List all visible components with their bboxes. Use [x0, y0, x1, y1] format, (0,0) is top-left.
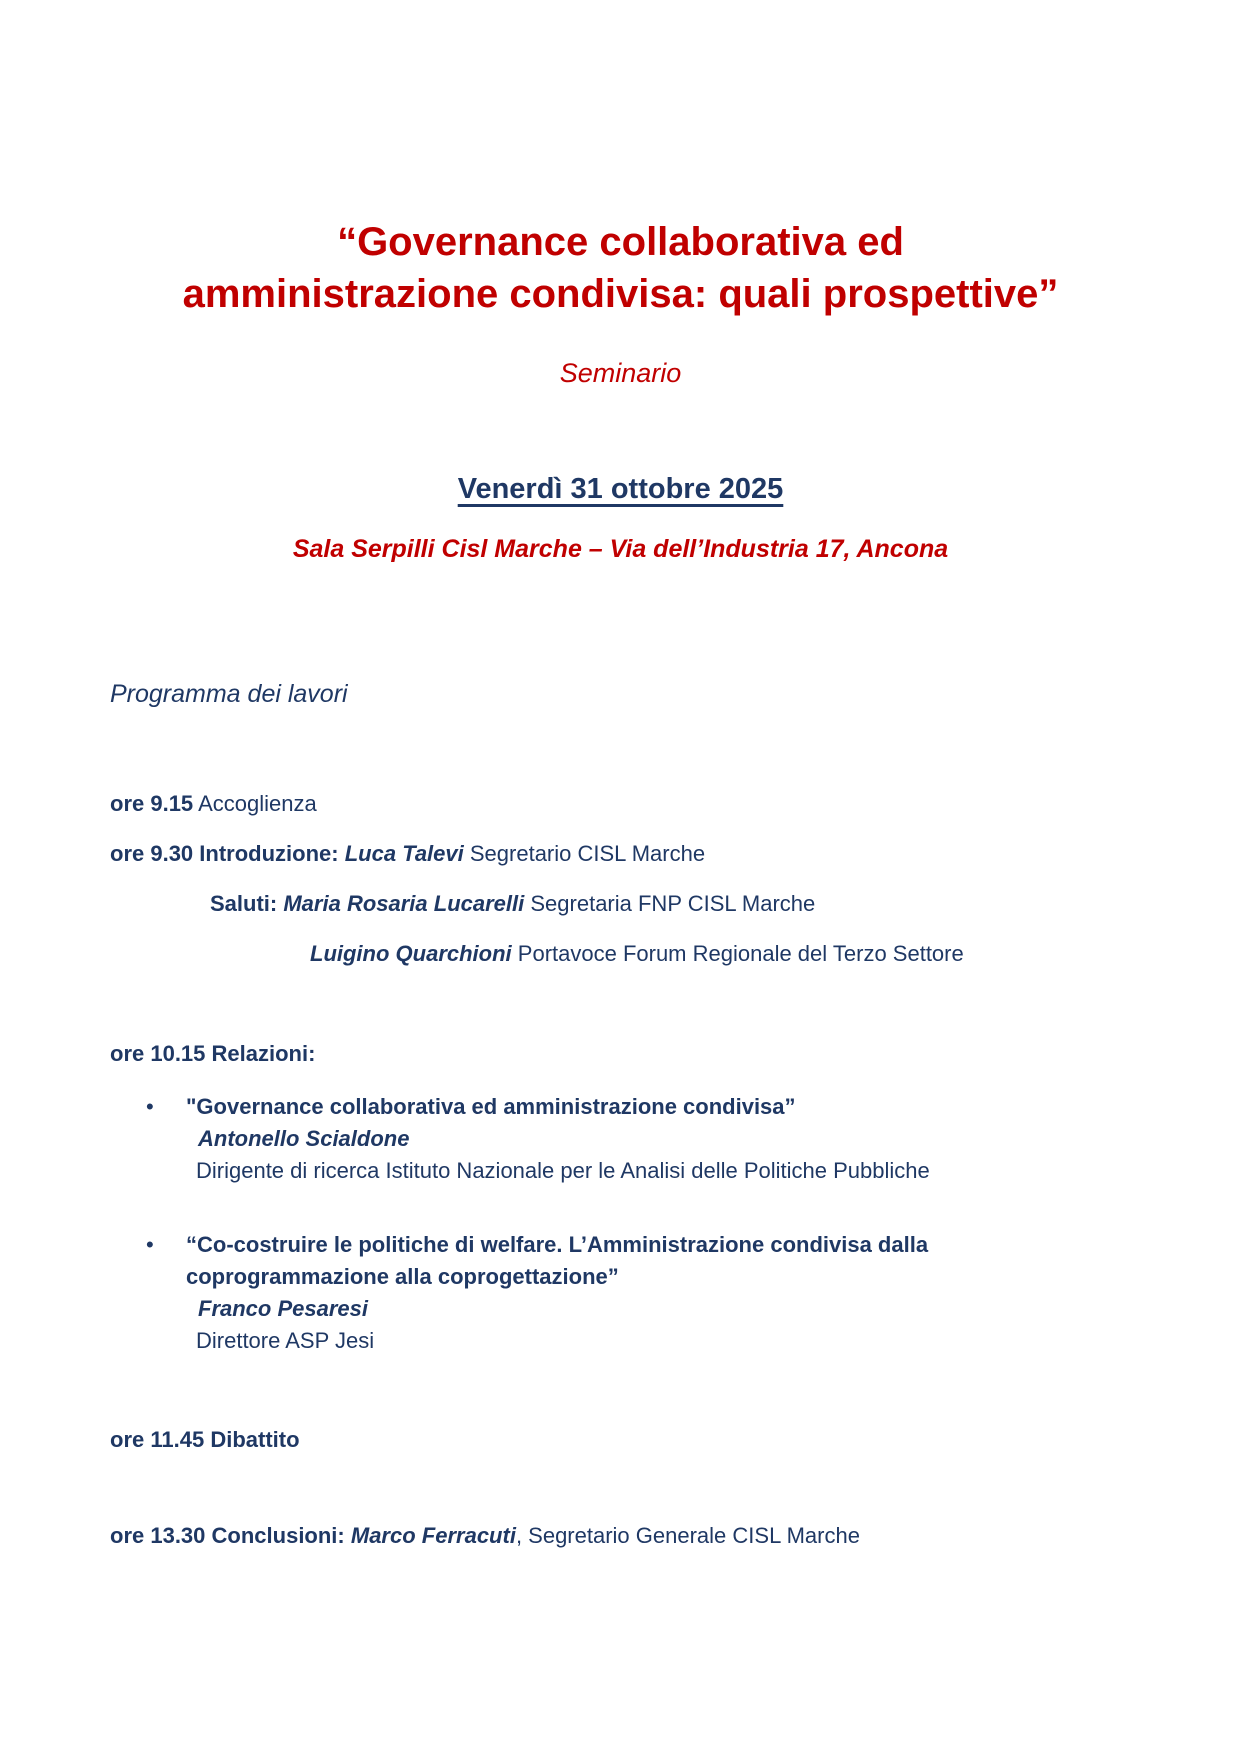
talk-speaker-role: Dirigente di ricerca Istituto Nazionale per le Analisi delle Politiche Pubbliche: [196, 1158, 930, 1183]
talk-item-1: [110, 1091, 1131, 1187]
page-title: [110, 216, 1131, 320]
seminar-subtitle: Seminario: [559, 358, 682, 388]
bullet-icon: •: [146, 1094, 154, 1119]
event-date: Venerdì 31 ottobre 2025: [457, 473, 784, 505]
speaker-name: Luca Talevi: [344, 841, 464, 866]
speaker-role: Segretario CISL Marche: [469, 841, 706, 866]
speaker-role: , Segretario Generale CISL Marche: [515, 1523, 860, 1548]
program-heading: Programma dei lavori: [110, 680, 348, 708]
section-label: Dibattito: [210, 1427, 300, 1452]
talk-body: [186, 1091, 930, 1187]
speaker-name: Luigino Quarchioni: [310, 941, 512, 966]
talk-speaker-role: Direttore ASP Jesi: [196, 1328, 375, 1353]
speaker-role: Portavoce Forum Regionale del Terzo Settore: [517, 941, 964, 966]
schedule-item-accoglienza: [110, 789, 1131, 819]
section-label: Relazioni:: [211, 1041, 316, 1066]
time-label: ore 10.15: [110, 1041, 206, 1066]
time-label: ore 9.30: [110, 841, 194, 866]
schedule-item-saluti: [110, 889, 1131, 919]
schedule-item-conclusioni: [110, 1521, 1131, 1551]
page-title-line-2: amministrazione condivisa: quali prospettive”: [182, 272, 1059, 316]
activity-label: Accoglienza: [198, 791, 317, 816]
section-label: Saluti:: [210, 891, 278, 916]
time-label: ore 13.30: [110, 1523, 206, 1548]
schedule-item-saluti-2: [110, 939, 1131, 969]
speaker-role: Segretaria FNP CISL Marche: [530, 891, 816, 916]
section-label: Conclusioni:: [211, 1523, 345, 1548]
time-label: ore 9.15: [110, 791, 194, 816]
talk-title: “Co-costruire le politiche di welfare. L’Amministrazione condivisa dalla coprogrammazione alla coprogettazione”: [186, 1232, 929, 1289]
speaker-name: Marco Ferracuti: [350, 1523, 516, 1548]
schedule-item-relazioni: [110, 1039, 1131, 1069]
event-venue: Sala Serpilli Cisl Marche – Via dell’Industria 17, Ancona: [292, 535, 949, 563]
schedule-item-introduzione: [110, 839, 1131, 869]
talk-speaker: Franco Pesaresi: [198, 1296, 368, 1321]
speaker-name: Maria Rosaria Lucarelli: [283, 891, 525, 916]
time-label: ore 11.45: [110, 1427, 205, 1452]
talk-speaker: Antonello Scialdone: [198, 1126, 410, 1151]
talk-item-2: [110, 1229, 1131, 1357]
bullet-icon: •: [146, 1232, 154, 1257]
page-title-line-1: “Governance collaborativa ed: [337, 220, 904, 264]
section-label: Introduzione:: [199, 841, 339, 866]
talk-body: [186, 1229, 1131, 1357]
schedule-item-dibattito: [110, 1425, 1131, 1455]
talk-title: "Governance collaborativa ed amministrazione condivisa”: [186, 1094, 796, 1119]
